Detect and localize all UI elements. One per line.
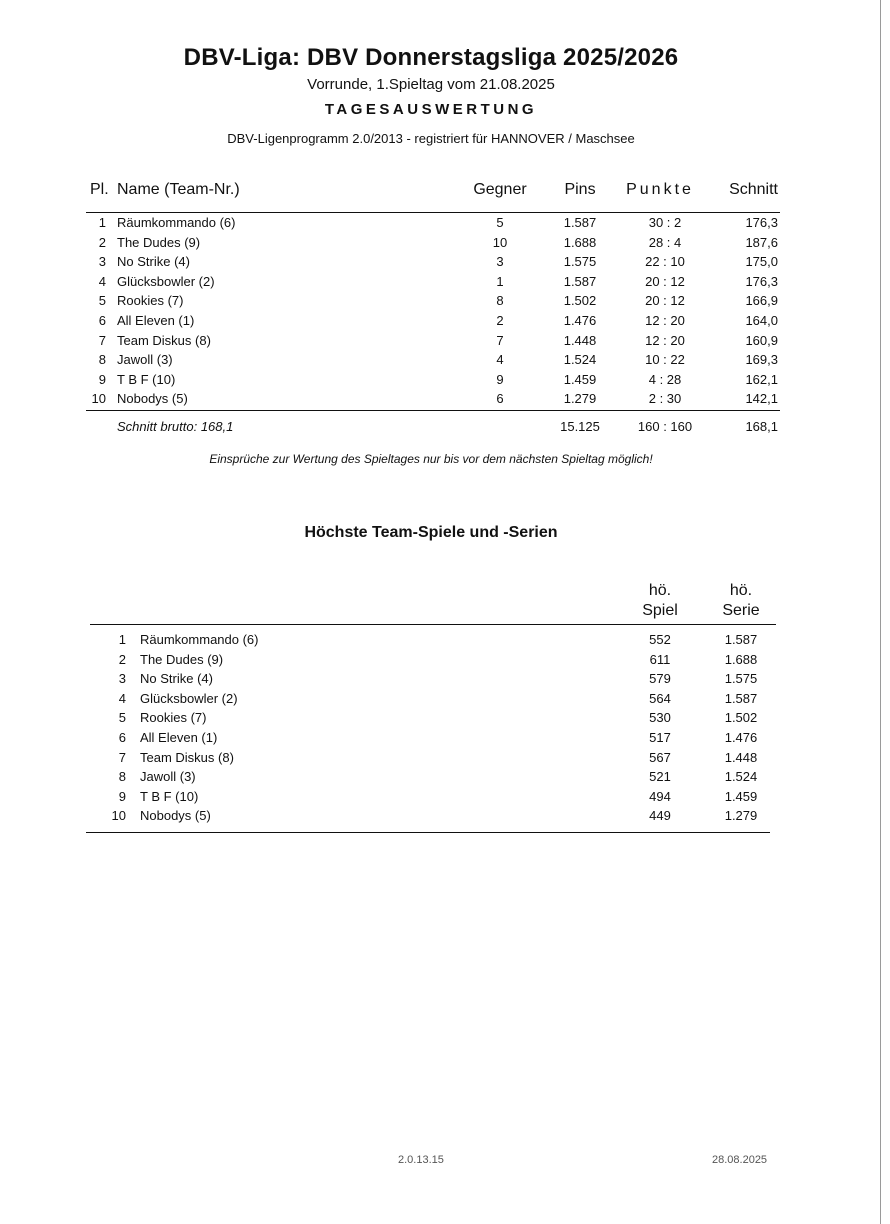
cell-points: 22 : 10 bbox=[645, 254, 685, 270]
cell-opponent: 10 bbox=[492, 234, 508, 250]
page-edge-line bbox=[880, 0, 881, 1224]
cell-pl: 2 bbox=[118, 651, 126, 667]
cell-game: 579 bbox=[649, 671, 671, 687]
cell-pl: 1 bbox=[98, 215, 106, 230]
page-subtitle: Vorrunde, 1.Spieltag vom 21.08.2025 bbox=[307, 76, 555, 93]
cell-name: No Strike (4) bbox=[117, 254, 190, 270]
cell-average: 162,1 bbox=[745, 371, 778, 387]
cell-points: 12 : 20 bbox=[645, 332, 685, 348]
cell-pl: 5 bbox=[98, 293, 106, 309]
cell-opponent: 9 bbox=[496, 371, 504, 387]
col-header-game-line1: hö. bbox=[648, 582, 672, 599]
cell-pl: 9 bbox=[98, 371, 106, 387]
table-row bbox=[0, 313, 890, 332]
cell-points: 20 : 12 bbox=[645, 273, 685, 289]
report-heading: TAGESAUSWERTUNG bbox=[324, 101, 538, 118]
col-header-series-line2: Serie bbox=[722, 602, 760, 619]
cell-opponent: 6 bbox=[496, 391, 504, 407]
footer-version: 2.0.13.15 bbox=[398, 1154, 444, 1166]
table-row bbox=[0, 808, 890, 827]
cell-pl: 5 bbox=[118, 710, 126, 726]
col-header-opponent: Gegner bbox=[473, 181, 527, 198]
cell-name: Rookies (7) bbox=[117, 293, 184, 309]
table-row bbox=[0, 391, 890, 410]
cell-name: Glücksbowler (2) bbox=[117, 273, 215, 289]
table-row bbox=[0, 769, 890, 788]
cell-average: 187,6 bbox=[745, 234, 778, 250]
col-header-game-line2: Spiel bbox=[642, 602, 678, 619]
cell-points: 12 : 20 bbox=[645, 313, 685, 328]
cell-series: 1.459 bbox=[724, 788, 758, 804]
cell-pl: 10 bbox=[91, 391, 106, 407]
table-row bbox=[0, 671, 890, 690]
cell-series: 1.688 bbox=[724, 651, 758, 667]
cell-name: Rookies (7) bbox=[140, 710, 207, 726]
cell-average: 176,3 bbox=[745, 273, 778, 289]
cell-game: 449 bbox=[649, 808, 671, 824]
cell-opponent: 7 bbox=[496, 332, 504, 348]
cell-opponent: 3 bbox=[496, 254, 504, 270]
table-row bbox=[0, 691, 890, 710]
cell-points: 4 : 28 bbox=[648, 371, 682, 387]
table-row bbox=[0, 750, 890, 769]
table-row bbox=[0, 730, 890, 749]
cell-pl: 10 bbox=[111, 808, 126, 824]
cell-points: 30 : 2 bbox=[648, 215, 682, 230]
highscores-title: Höchste Team-Spiele und -Serien bbox=[304, 524, 558, 541]
highscores-header-rule bbox=[90, 624, 776, 625]
cell-pins: 1.688 bbox=[563, 234, 597, 250]
cell-points: 2 : 30 bbox=[648, 391, 682, 407]
standings-header-rule bbox=[86, 212, 780, 213]
program-info: DBV-Ligenprogramm 2.0/2013 - registriert für HANNOVER / Maschsee bbox=[227, 131, 635, 146]
cell-pl: 4 bbox=[118, 690, 126, 706]
cell-name: The Dudes (9) bbox=[140, 651, 224, 667]
cell-average: 169,3 bbox=[745, 352, 778, 368]
cell-opponent: 4 bbox=[496, 352, 504, 368]
table-row bbox=[0, 372, 890, 391]
cell-pl: 7 bbox=[118, 749, 126, 765]
cell-game: 530 bbox=[649, 710, 671, 726]
table-row bbox=[0, 293, 890, 312]
cell-points: 20 : 12 bbox=[645, 293, 685, 309]
footer-date: 28.08.2025 bbox=[712, 1154, 768, 1166]
cell-points: 10 : 22 bbox=[645, 352, 685, 368]
cell-series: 1.524 bbox=[724, 769, 758, 785]
cell-pl: 2 bbox=[98, 234, 106, 250]
cell-pins: 1.587 bbox=[563, 273, 597, 289]
summary-label: Schnitt brutto: 168,1 bbox=[117, 419, 234, 434]
cell-pl: 3 bbox=[118, 671, 126, 687]
cell-pl: 8 bbox=[118, 769, 126, 785]
cell-name: All Eleven (1) bbox=[117, 313, 195, 328]
cell-pl: 9 bbox=[118, 788, 126, 804]
cell-game: 521 bbox=[649, 769, 671, 785]
cell-game: 564 bbox=[649, 690, 671, 706]
cell-name: The Dudes (9) bbox=[117, 234, 201, 250]
cell-name: Nobodys (5) bbox=[140, 808, 211, 824]
cell-game: 567 bbox=[649, 749, 671, 765]
cell-series: 1.587 bbox=[724, 690, 758, 706]
cell-name: Nobodys (5) bbox=[117, 391, 188, 407]
table-row bbox=[0, 274, 890, 293]
col-header-pins: Pins bbox=[564, 181, 596, 198]
cell-name: Jawoll (3) bbox=[140, 769, 196, 785]
cell-pins: 1.476 bbox=[563, 313, 597, 328]
cell-opponent: 8 bbox=[496, 293, 504, 309]
col-header-series-line1: hö. bbox=[729, 582, 753, 599]
cell-average: 176,3 bbox=[745, 215, 778, 230]
table-row bbox=[0, 215, 890, 234]
cell-series: 1.587 bbox=[724, 632, 758, 647]
objection-note: Einsprüche zur Wertung des Spieltages nur bis vor dem nächsten Spieltag möglich! bbox=[209, 452, 653, 466]
cell-game: 517 bbox=[649, 730, 671, 745]
cell-series: 1.279 bbox=[724, 808, 758, 824]
cell-name: T B F (10) bbox=[117, 371, 176, 387]
cell-pl: 7 bbox=[98, 332, 106, 348]
table-row bbox=[0, 652, 890, 671]
cell-pl: 6 bbox=[98, 313, 106, 328]
cell-pl: 4 bbox=[98, 273, 106, 289]
cell-pins: 1.459 bbox=[563, 371, 597, 387]
cell-name: No Strike (4) bbox=[140, 671, 213, 687]
cell-pl: 6 bbox=[118, 730, 126, 745]
table-row bbox=[0, 235, 890, 254]
cell-opponent: 2 bbox=[496, 313, 504, 328]
cell-pins: 1.524 bbox=[563, 352, 597, 368]
summary-pins: 15.125 bbox=[560, 419, 600, 434]
cell-opponent: 5 bbox=[496, 215, 504, 230]
cell-pl: 8 bbox=[98, 352, 106, 368]
cell-pins: 1.502 bbox=[563, 293, 597, 309]
table-row bbox=[0, 254, 890, 273]
cell-name: All Eleven (1) bbox=[140, 730, 218, 745]
cell-pins: 1.448 bbox=[563, 332, 597, 348]
cell-pins: 1.279 bbox=[563, 391, 597, 407]
cell-game: 552 bbox=[649, 632, 671, 647]
table-row bbox=[0, 632, 890, 651]
cell-average: 166,9 bbox=[745, 293, 778, 309]
col-header-average: Schnitt bbox=[729, 181, 778, 198]
cell-series: 1.448 bbox=[724, 749, 758, 765]
table-row bbox=[0, 789, 890, 808]
cell-average: 142,1 bbox=[745, 391, 778, 407]
cell-opponent: 1 bbox=[496, 273, 504, 289]
cell-name: Räumkommando (6) bbox=[117, 215, 236, 230]
cell-name: Räumkommando (6) bbox=[140, 632, 259, 647]
col-header-points: Punkte bbox=[626, 181, 694, 198]
cell-name: Team Diskus (8) bbox=[140, 749, 234, 765]
cell-series: 1.476 bbox=[724, 730, 758, 745]
cell-series: 1.502 bbox=[724, 710, 758, 726]
cell-name: T B F (10) bbox=[140, 788, 199, 804]
cell-game: 611 bbox=[649, 651, 671, 667]
cell-series: 1.575 bbox=[724, 671, 758, 687]
table-row bbox=[0, 333, 890, 352]
highscores-footer-rule bbox=[86, 832, 770, 833]
cell-name: Glücksbowler (2) bbox=[140, 690, 238, 706]
cell-average: 160,9 bbox=[745, 332, 778, 348]
cell-pl: 3 bbox=[98, 254, 106, 270]
table-row bbox=[0, 352, 890, 371]
table-row bbox=[0, 710, 890, 729]
col-header-pl: Pl. bbox=[90, 181, 109, 198]
cell-average: 175,0 bbox=[745, 254, 778, 270]
page-title: DBV-Liga: DBV Donnerstagsliga 2025/2026 bbox=[183, 44, 679, 71]
cell-pl: 1 bbox=[118, 632, 126, 647]
standings-footer-rule bbox=[86, 410, 780, 411]
cell-pins: 1.575 bbox=[563, 254, 597, 270]
cell-pins: 1.587 bbox=[563, 215, 597, 230]
summary-average: 168,1 bbox=[745, 419, 778, 434]
col-header-name: Name (Team-Nr.) bbox=[117, 181, 240, 198]
cell-average: 164,0 bbox=[745, 313, 778, 328]
cell-points: 28 : 4 bbox=[648, 234, 682, 250]
summary-points: 160 : 160 bbox=[637, 419, 693, 434]
cell-name: Team Diskus (8) bbox=[117, 332, 211, 348]
cell-name: Jawoll (3) bbox=[117, 352, 173, 368]
cell-game: 494 bbox=[649, 788, 671, 804]
